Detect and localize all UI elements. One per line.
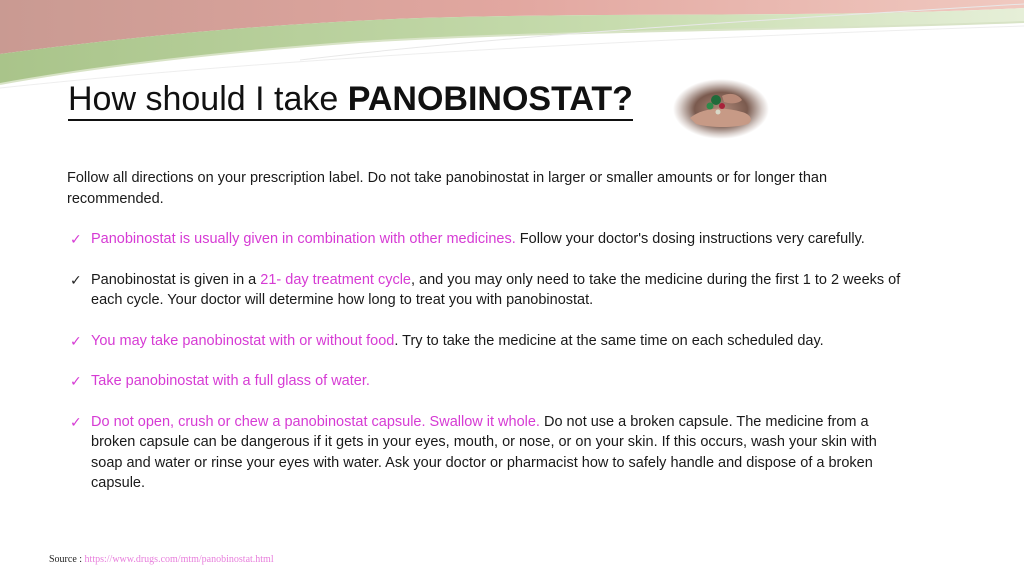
highlight-text: Take panobinostat with a full glass of water. xyxy=(91,373,370,389)
source-label: Source : xyxy=(49,554,85,565)
page-title xyxy=(68,80,633,119)
hand-holding-pills-image xyxy=(672,78,770,140)
source-citation xyxy=(49,554,274,565)
body-text: . Try to take the medicine at the same time on each scheduled day. xyxy=(394,332,824,349)
highlight-text: Panobinostat is usually given in combination with other medicines. xyxy=(91,231,516,247)
title-drug-name: PANOBINOSTAT? xyxy=(347,80,633,118)
instruction-list xyxy=(67,229,907,494)
body-text: Panobinostat is given in a xyxy=(91,271,261,288)
list-item xyxy=(67,412,907,494)
checkmark-icon: ✓ xyxy=(70,271,82,288)
source-link[interactable]: https://www.drugs.com/mtm/panobinostat.html xyxy=(84,554,274,565)
list-item xyxy=(67,371,907,392)
checkmark-icon: ✓ xyxy=(70,231,82,247)
checkmark-icon: ✓ xyxy=(70,332,82,349)
highlight-text: You may take panobinostat with or without food xyxy=(91,332,395,349)
checkmark-icon: ✓ xyxy=(70,373,82,389)
decorative-banner xyxy=(0,0,1024,90)
body-text: Do not use a broken capsule. The medicine from a broken capsule can be dangerous if it gets in your eyes, mouth, or nose, or on your skin. If this occurs, wash your skin with soap and water or rinse your eyes with water. Ask your doctor or pharmacist how to safely handle and dispose of a broken capsule. xyxy=(91,413,877,491)
list-item xyxy=(67,331,907,352)
title-prefix: How should I take xyxy=(68,80,348,118)
checkmark-icon: ✓ xyxy=(70,413,82,430)
list-item xyxy=(67,270,907,311)
highlight-text: 21- day treatment cycle xyxy=(260,271,411,288)
highlight-text: Do not open, crush or chew a panobinostat capsule. Swallow it whole. xyxy=(91,413,540,430)
list-item xyxy=(67,229,907,250)
body-text: Follow your doctor's dosing instructions very carefully. xyxy=(515,231,865,247)
intro-paragraph: Follow all directions on your prescription label. Do not take panobinostat in larger or smaller amounts or for longer than recommended. xyxy=(67,170,828,207)
body-text: , and you may only need to take the medicine during the first 1 to 2 weeks of each cycle. Your doctor will determine how long to treat you with panobinostat. xyxy=(91,271,901,308)
main-content xyxy=(67,168,907,514)
